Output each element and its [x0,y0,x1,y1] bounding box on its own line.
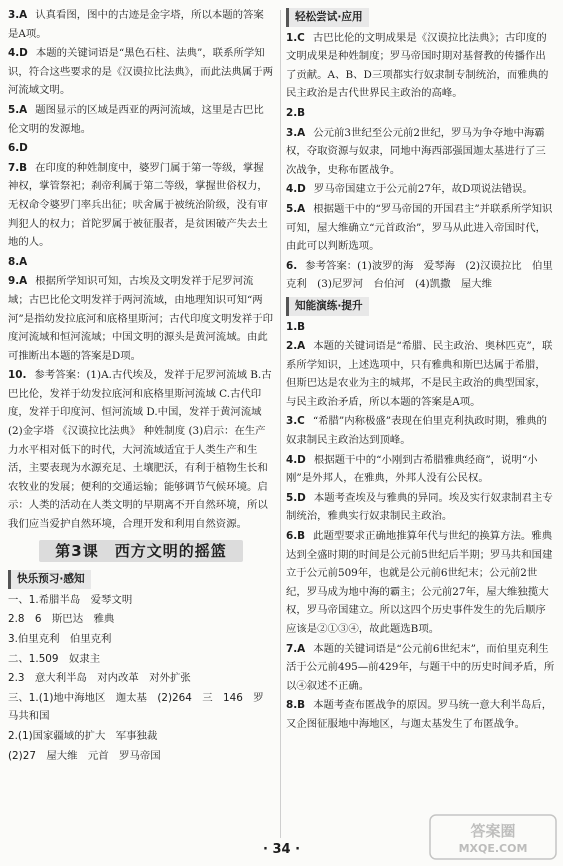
answer-text: 本题考查布匿战争的原因。罗马统一意大利半岛后，又企图征服地中海地区，与迦太基发生了布匿战争。 [286,699,553,730]
preview-answer-line: 三、1.(1)地中海地区 迦太基 (2)264 三 146 罗马共和国 [8,691,264,723]
answer-text: 公元前3世纪至公元前2世纪，罗马为争夺地中海霸权，夺取资源与奴隶，同地中海西部强国迦太基进行了三次战争，史称布匿战争。 [286,126,546,176]
preview-answer-line: 一、1.希腊半岛 爱琴文明 [8,593,133,606]
watermark-logo [429,814,557,860]
answer-text: 罗马帝国建立于公元前27年，故D项说法错误。 [313,183,533,196]
answer-item [286,696,556,733]
answer-number: 2.B [286,106,306,119]
answer-number: 8.B [286,699,306,712]
answer-item [286,104,556,123]
answer-item [286,489,556,526]
answer-text: 在印度的种姓制度中，婆罗门属于第一等级，掌握神权，掌管祭祀；刹帝利属于第二等级，掌握世俗权力，无权命令婆罗门率兵出征；吠舍属于被统治阶级，没有审判犯人的权力；首陀罗属于被征服者，是贫困破产失去土地的人。 [8,161,268,249]
answer-item [286,200,556,256]
svg-text:答案圈: 答案圈 [470,822,516,840]
preview-answer-line: 2.8 6 斯巴达 雅典 [8,613,115,626]
answer-item [286,180,556,199]
preview-answer-line: 二、1.509 奴隶主 [8,652,101,665]
preview-answer-line: (2)27 屋大维 元首 罗马帝国 [8,749,161,762]
answer-item [8,44,274,100]
answer-text: “希腊”内称极盛”表现在伯里克利执政时期，雅典的奴隶制民主政治达到顶峰。 [286,415,547,447]
lesson-heading [8,540,274,563]
answer-text: 本题的关键词语是“希腊、民主政治、奥林匹克”，联系所学知识，上述选项中，只有雅典和斯巴达属于希腊，但斯巴达是农业为主的城邦，不是民主政治的典型国家，与民主政治矛盾，所以本题的答案是A项。 [286,340,553,408]
answer-item [8,272,274,365]
answer-text: 参考答案：(1)A.古代埃及，发祥于尼罗河流域 B.古巴比伦，发祥于幼发拉底河和底格里斯河流域 C.古代印度，发祥于印度河、恒河流域 D.中国，发祥于黄河流域 (2)金字塔 《汉谟拉比法典》 种姓制度 (3)启示：在生产力水平相对低下的时代，大河流域适宜于人类生产和生活，主要表现为水源充足、土壤肥沃，有利于植物生长和农牧业的发展；便利的交通运输；能够调节气候环境。启示：人类的活动在人类文明的早期离不开自然环境，所以我们应当爱护自然环境，合理开发和利用自然资源。 [8,369,272,531]
answer-item [286,337,556,411]
answer-item [286,451,556,488]
answer-number: 5.A [286,202,306,215]
answer-number: 6. [286,259,298,272]
answer-item [8,253,274,272]
preview-answer-line: 2.3 意大利半岛 对内改革 对外扩张 [8,672,191,685]
answer-item [286,257,556,294]
answer-number: 5.A [8,103,28,116]
answer-text: 根据所学知识可知，古埃及文明发祥于尼罗河流域；古巴比伦文明发祥于两河流域，由地理知识可知“两河”是指幼发拉底河和底格里斯河；古代印度文明发祥于印度河流域和恒河流域；中国文明的源头是黄河流域。由此可推断出本题的答案是D项。 [8,275,274,362]
answer-item [286,124,556,180]
answer-number: 2.A [286,340,306,353]
answer-text: 认真看图，图中的古迹是金字塔，所以本题的答案是A项。 [8,9,264,40]
lesson-title: 第3课 西方文明的摇篮 [39,540,242,563]
answer-text: 本题考查埃及与雅典的异同。埃及实行奴隶制君主专制统治，雅典实行奴隶制民主政治。 [286,491,553,523]
answer-number: 10. [8,369,27,382]
answer-number: 4.D [286,453,306,466]
answer-text: 题图显示的区域是西亚的两河流域，这里是古巴比伦文明的发源地。 [8,103,264,135]
answer-item [8,6,274,43]
section-label-try: 轻松尝试·应用 [286,8,369,27]
left-column [8,6,274,766]
answer-number: 7.B [8,161,28,174]
answer-item [286,318,556,337]
answer-item [286,412,556,449]
answer-number: 1.B [286,320,306,333]
answer-text: 参考答案：(1)波罗的海 爱琴海 (2)汉谟拉比 伯里克利 (3)尼罗河 台伯河 (4)凯撒 屋大维 [286,259,553,291]
answer-number: 1.C [286,31,305,44]
answer-number: 4.D [8,47,28,60]
answer-number: 8.A [8,255,28,268]
column-divider [280,10,281,838]
page-number: · 34 · [262,842,301,857]
answer-text: 本题的关键词语是“黑色石柱、法典”，联系所学知识，符合这些要求的是《汉谟拉比法典》，而此法典属于两河流域文明。 [8,47,273,97]
preview-answer-line: 3.伯里克利 伯里克利 [8,633,112,645]
answer-item [8,101,274,138]
answer-item [286,527,556,639]
svg-text:MXQE.COM: MXQE.COM [458,842,528,855]
section-label-preview: 快乐预习·感知 [8,570,91,589]
answer-number: 9.A [8,275,28,288]
answer-number: 3.A [286,126,306,139]
answer-item [286,29,556,103]
answer-number: 3.C [286,415,305,428]
answer-item [8,139,274,158]
answer-item [8,366,274,533]
answer-text: 根据题干中的“小刚到古希腊雅典经商”，说明“小刚”是外邦人，在雅典，外邦人没有公民权。 [286,453,538,485]
right-column [286,6,556,735]
section-label-practice: 知能演练·提升 [286,297,369,316]
preview-answer-line: 2.(1)国家疆域的扩大 军事独裁 [8,729,158,742]
answer-text: 根据题干中的“罗马帝国的开国君主”并联系所学知识可知，屋大维确立“元首政治”，罗马从此进入帝国时代，由此可以判断选项。 [286,202,553,253]
answer-number: 5.D [286,491,306,504]
answer-text: 本题的关键词语是“公元前6世纪末”，而伯里克利生活于公元前495—前429年，与题干中的历史时间矛盾，所以④叙述不正确。 [286,642,555,692]
answer-item [286,640,556,696]
answer-number: 4.D [286,183,306,196]
answer-number: 7.A [286,642,306,655]
answer-text: 此题型要求正确地推算年代与世纪的换算方法。雅典达到全盛时期的时间是公元前5世纪后半期；罗马共和国建立于公元前509年，也就是公元前6世纪末；公元前2世纪，罗马成为地中海的霸主；公元前27年，屋大维独揽大权，罗马帝国建立。所以这四个历史事件发生的先后顺序应该是②①③④，故此题选B项。 [286,530,553,635]
answer-number: 6.B [286,530,306,543]
answer-number: 3.A [8,9,28,21]
answer-number: 6.D [8,142,28,155]
answer-text: 古巴比伦的文明成果是《汉谟拉比法典》；古印度的文明成果是种姓制度；罗马帝国时期对基督教的传播作出了贡献。A、B、D三项都实行奴隶制专制统治，而雅典的民主政治是古代世界民主政治的高峰。 [286,31,549,100]
answer-item [8,159,274,252]
